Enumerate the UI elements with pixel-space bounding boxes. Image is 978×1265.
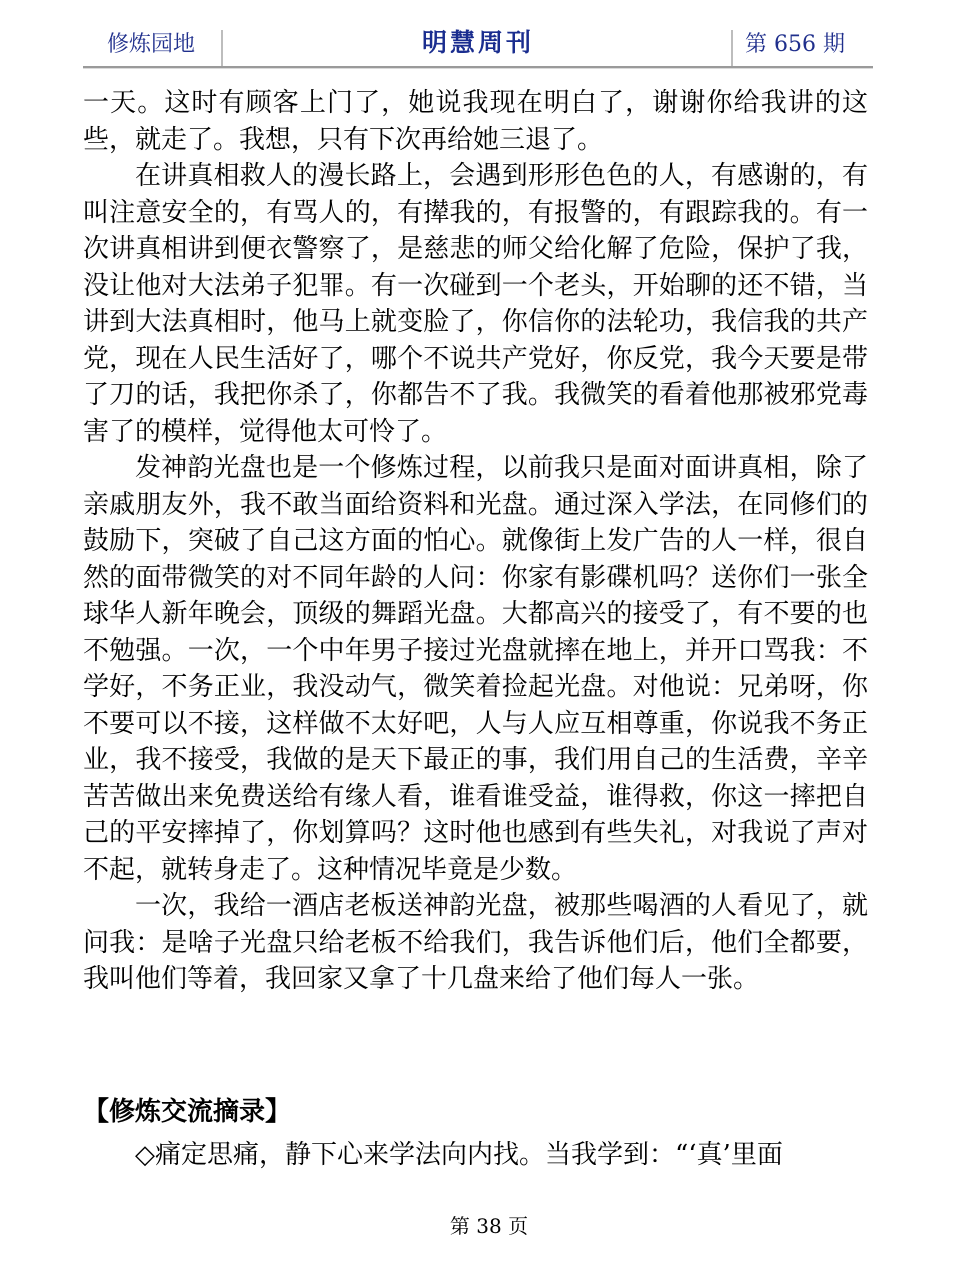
article-body <box>83 85 868 998</box>
paragraph: 在讲真相救人的漫长路上，会遇到形形色色的人，有感谢的，有叫注意安全的，有骂人的，有撵我的，有报警的，有跟踪我的。有一次讲真相讲到便衣警察了，是慈悲的师父给化解了危险，保护了我，没让他对大法弟子犯罪。有一次碰到一个老头，开始聊的还不错，当讲到大法真相时，他马上就变脸了，你信你的法轮功，我信我的共产党，现在人民生活好了，哪个不说共产党好，你反党，我今天要是带了刀的话，我把你杀了，你都告不了我。我微笑的看着他那被邪党毒害了的模样，觉得他太可怜了。 <box>83 161 868 447</box>
header-rule-shadow <box>83 68 873 69</box>
page-header <box>83 22 873 68</box>
paragraph: 发神韵光盘也是一个修炼过程，以前我只是面对面讲真相，除了亲戚朋友外，我不敢当面给资料和光盘。通过深入学法，在同修们的鼓励下，突破了自己这方面的怕心。就像街上发广告的人一样，很自然的面带微笑的对不同年龄的人问：你家有影碟机吗？送你们一张全球华人新年晚会，顶级的舞蹈光盘。大都高兴的接受了，有不要的也不勉强。一次，一个中年男子接过光盘就摔在地上，并开口骂我：不学好，不务正业，我没动气，微笑着捡起光盘。对他说：兄弟呀，你不要可以不接，这样做不太好吧，人与人应互相尊重，你说我不务正业，我不接受，我做的是天下最正的事，我们用自己的生活费，辛辛苦苦做出来免费送给有缘人看，谁看谁受益，谁得救，你这一摔把自己的平安摔掉了，你划算吗？这时他也感到有些失礼，对我说了声对不起，就转身走了。这种情况毕竟是少数。 <box>83 453 868 885</box>
excerpt-paragraph: ◇痛定思痛，静下心来学法向内找。当我学到：“‘真’里面 <box>135 1140 783 1170</box>
section-name: 修炼园地 <box>107 32 196 57</box>
page-number: 第 38 页 <box>449 1214 529 1238</box>
issue-number: 第 656 期 <box>745 32 845 57</box>
section-heading: 【修炼交流摘录】 <box>83 1097 292 1127</box>
paragraph: 一天。这时有顾客上门了，她说我现在明白了，谢谢你给我讲的这些，就走了。我想，只有下次再给她三退了。 <box>83 88 868 155</box>
publication-title: 明慧周刊 <box>421 28 534 57</box>
header-divider <box>731 30 733 66</box>
paragraph: 一次，我给一酒店老板送神韵光盘，被那些喝酒的人看见了，就问我：是啥子光盘只给老板不给我们，我告诉他们后，他们全都要，我叫他们等着，我回家又拿了十几盘来给了他们每人一张。 <box>83 891 868 994</box>
